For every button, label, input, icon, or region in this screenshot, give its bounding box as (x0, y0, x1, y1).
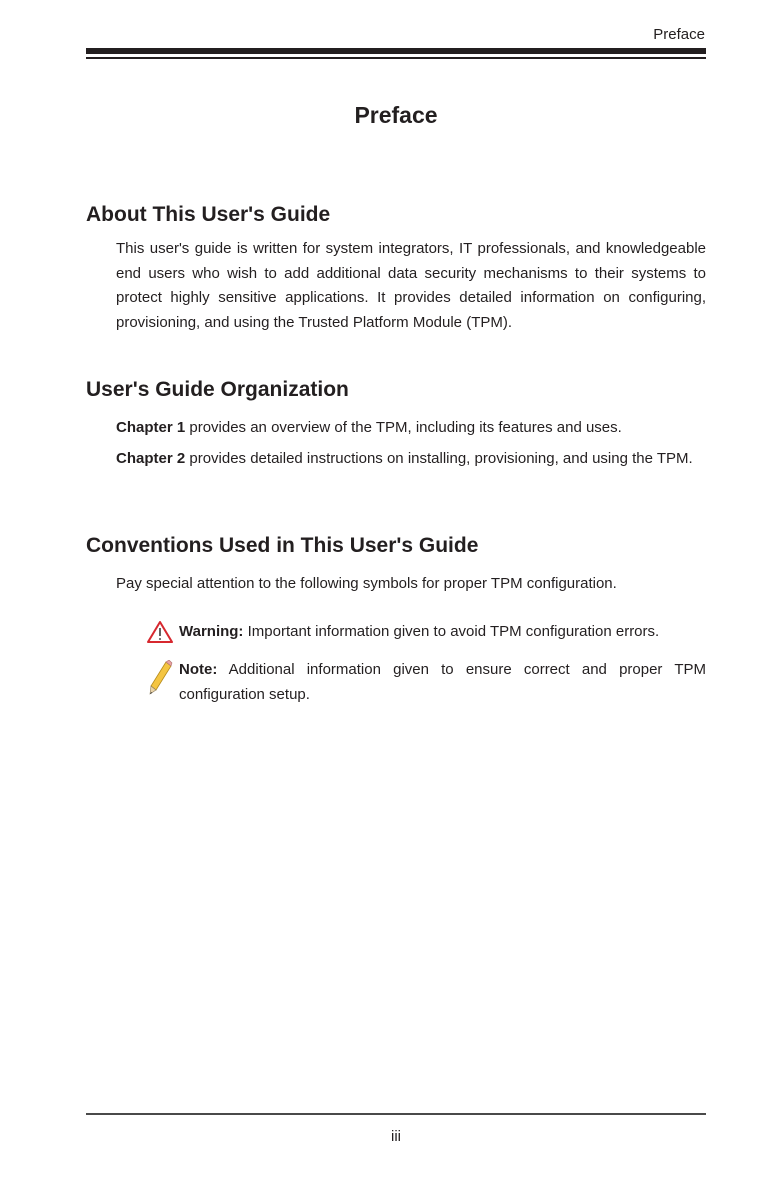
chapter-text: provides an overview of the TPM, including its features and uses. (185, 419, 622, 436)
page-number: iii (391, 1128, 401, 1145)
warning-text (146, 620, 706, 645)
page-title: Preface (354, 102, 438, 128)
section-organization (86, 378, 706, 471)
section-intro: Pay special attention to the following symbols for proper TPM configuration. (116, 575, 617, 592)
warning-description: Important information given to avoid TPM configuration errors. (243, 623, 660, 640)
chapter-text: provides detailed instructions on installing, provisioning, and using the TPM. (185, 449, 693, 467)
convention-warning (146, 620, 706, 645)
chapter-label: Chapter 1 (116, 419, 186, 436)
header-rule-thick (86, 48, 706, 54)
chapter-1-description (86, 416, 706, 441)
section-about (86, 203, 706, 335)
note-description: Additional information given to ensure correct and proper TPM configuration setup. (179, 661, 706, 703)
header-rule-thin (86, 57, 706, 59)
convention-note (146, 658, 706, 707)
warning-label: Warning: (179, 623, 244, 640)
running-header: Preface (653, 26, 705, 43)
section-heading: About This User's Guide (86, 203, 331, 226)
chapter-label: Chapter 2 (116, 449, 186, 467)
section-body: This user's guide is written for system integrators, IT professionals, and knowledgeable end users who wish to add additional data security mechanisms to their systems to protect highly sensitive applications. It provides detailed information on configuring, provisioning, and using the Trusted Platform Module (TPM). (116, 240, 706, 331)
pencil-icon (148, 660, 174, 701)
section-heading: User's Guide Organization (86, 378, 349, 401)
footer-rule (86, 1113, 706, 1115)
section-conventions (86, 534, 706, 597)
warning-triangle-icon (146, 620, 174, 649)
note-text (146, 658, 706, 707)
chapter-2-description (86, 447, 706, 472)
note-label: Note: (179, 661, 218, 678)
section-heading: Conventions Used in This User's Guide (86, 534, 479, 557)
